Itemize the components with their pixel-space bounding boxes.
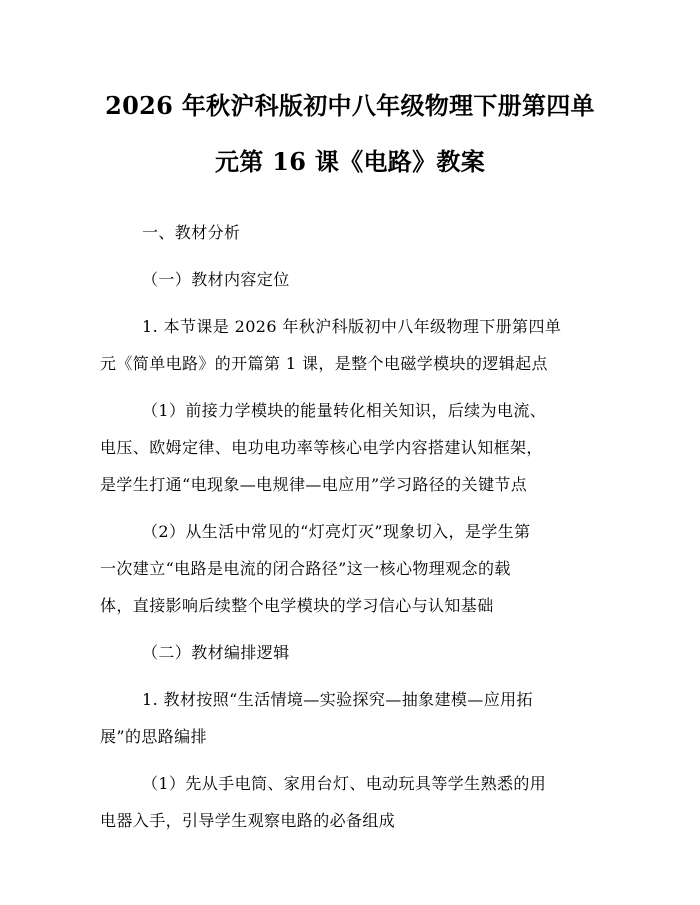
- paragraph-1-line-1: 1. 本节课是 2026 年秋沪科版初中八年级物理下册第四单: [142, 317, 562, 336]
- subsection-heading-1: （一）教材内容定位: [142, 270, 290, 289]
- title-line-1: 2026 年秋沪科版初中八年级物理下册第四单: [105, 91, 595, 120]
- paragraph-1-line-2: 元《简单电路》的开篇第 1 课，是整个电磁学模块的逻辑起点: [100, 354, 548, 373]
- paragraph-4-line-2: 展”的思路编排: [100, 727, 207, 746]
- paragraph-4: [100, 681, 600, 755]
- paragraph-5: [100, 765, 600, 839]
- paragraph-4-line-1: 1. 教材按照“生活情境—实验探究—抽象建模—应用拓: [142, 690, 533, 709]
- document-title: [100, 0, 600, 190]
- paragraph-3-line-2: 一次建立“电路是电流的闭合路径”这一核心物理观念的载: [100, 559, 511, 578]
- paragraph-1: [100, 308, 600, 382]
- paragraph-3-line-3: 体，直接影响后续整个电学模块的学习信心与认知基础: [100, 596, 494, 615]
- subsection-heading-2: （二）教材编排逻辑: [142, 643, 290, 662]
- paragraph-2-line-3: 是学生打通“电现象—电规律—电应用”学习路径的关键节点: [100, 475, 528, 494]
- paragraph-2: [100, 392, 600, 503]
- paragraph-3: [100, 513, 600, 624]
- title-line-2: 元第 16 课《电路》教案: [214, 147, 485, 176]
- paragraph-5-line-1: （1）先从手电筒、家用台灯、电动玩具等学生熟悉的用: [142, 774, 547, 793]
- paragraph-2-line-1: （1）前接力学模块的能量转化相关知识，后续为电流、: [142, 401, 547, 420]
- paragraph-3-line-1: （2）从生活中常见的“灯亮灯灭”现象切入，是学生第: [142, 522, 531, 541]
- section-heading-1: 一、教材分析: [142, 223, 241, 242]
- paragraph-2-line-2: 电压、欧姆定律、电功电功率等核心电学内容搭建认知框架，: [100, 438, 543, 457]
- paragraph-5-line-2: 电器入手，引导学生观察电路的必备组成: [100, 811, 396, 830]
